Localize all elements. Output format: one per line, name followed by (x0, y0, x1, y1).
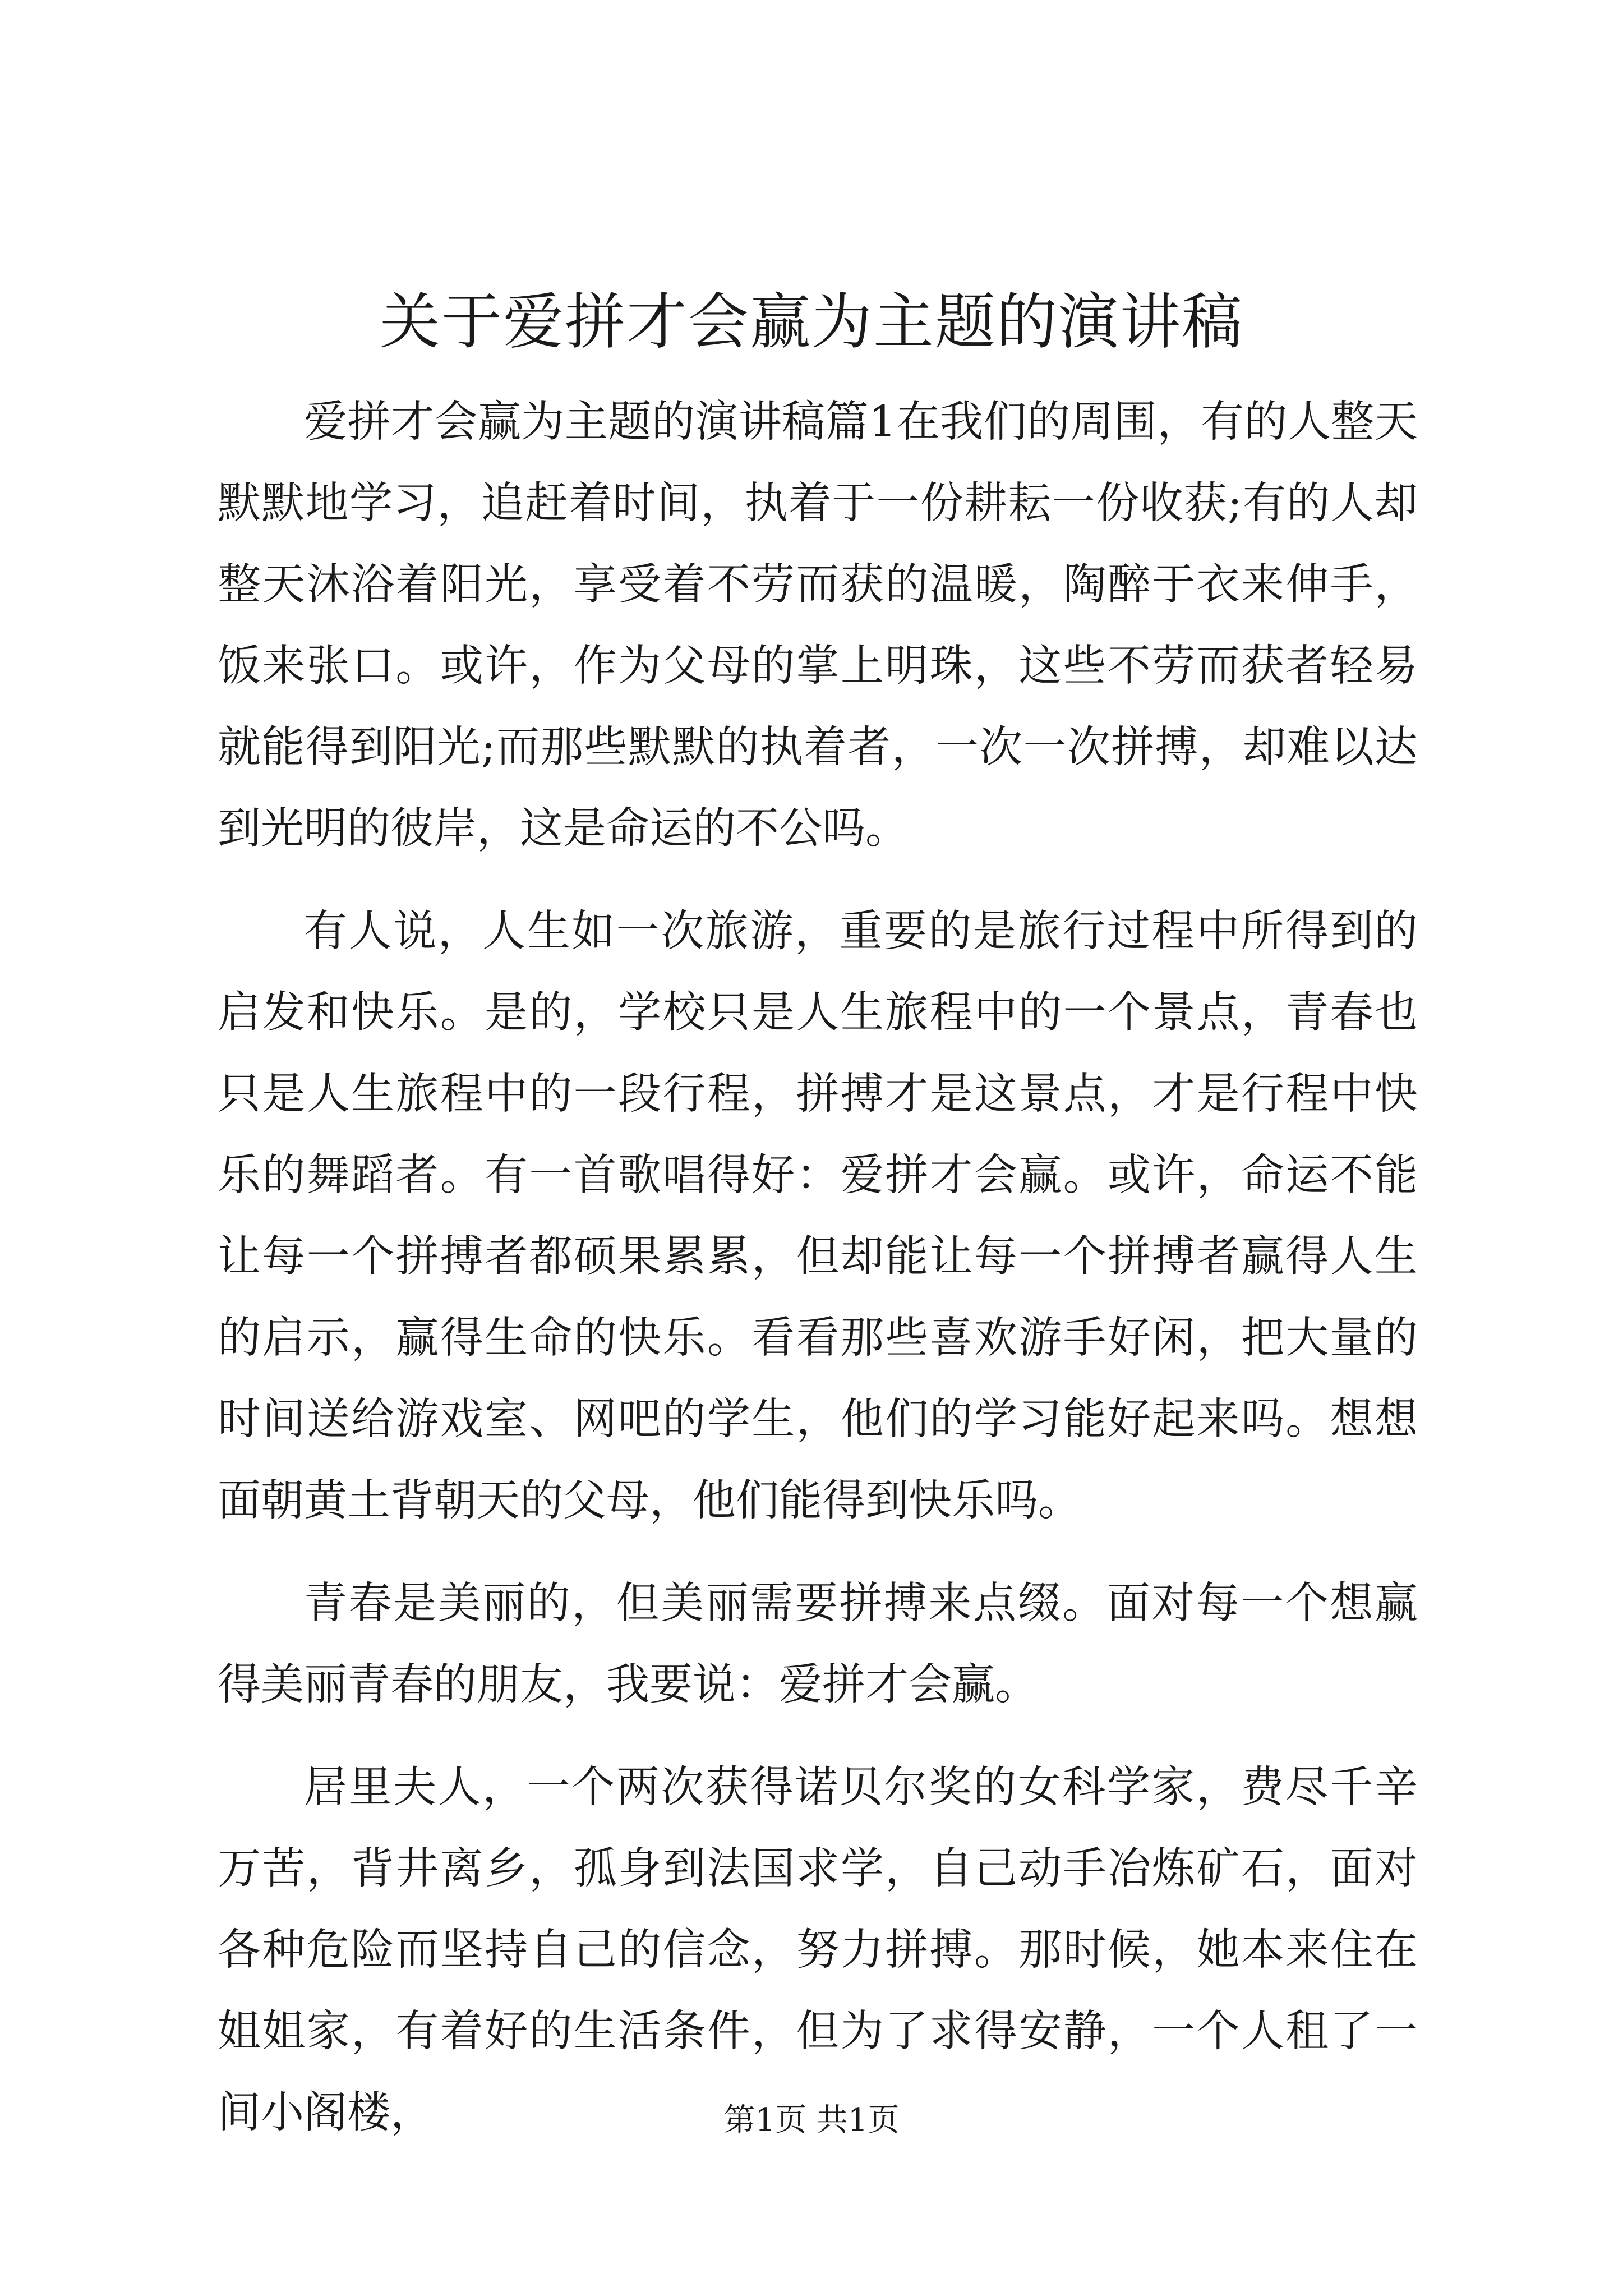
document-title: 关于爱拼才会赢为主题的演讲稿 (379, 287, 1243, 357)
paragraph-3: 青春是美丽的，但美丽需要拼搏来点缀。面对每一个想赢得美丽青春的朋友，我要说：爱拼才会赢。 (218, 1579, 1418, 1710)
paragraph-1: 爱拼才会赢为主题的演讲稿篇1在我们的周围，有的人整天默默地学习，追赶着时间，执着于一份耕耘一份收获;有的人却整天沐浴着阳光，享受着不劳而获的温暖，陶醉于衣来伸手，饭来张口。或许，作为父母的掌上明珠，这些不劳而获者轻易就能得到阳光;而那些默默的执着者，一次一次拼搏，却难以达到光明的彼岸，这是命运的不公吗。 (218, 397, 1418, 854)
paragraph-4: 居里夫人，一个两次获得诺贝尔奖的女科学家，费尽千辛万苦，背井离乡，孤身到法国求学，自己动手冶炼矿石，面对各种危险而坚持自己的信念，努力拼搏。那时候，她本来住在姐姐家，有着好的生活条件，但为了求得安静，一个人租了一间小阁楼， (218, 1763, 1418, 2138)
page-footer: 第1页 共1页 (723, 2102, 900, 2138)
paragraph-2: 有人说，人生如一次旅游，重要的是旅行过程中所得到的启发和快乐。是的，学校只是人生旅程中的一个景点，青春也只是人生旅程中的一段行程，拼搏才是这景点，才是行程中快乐的舞蹈者。有一首歌唱得好：爱拼才会赢。或许，命运不能让每一个拼搏者都硕果累累，但却能让每一个拼搏者赢得人生的启示，赢得生命的快乐。看看那些喜欢游手好闲，把大量的时间送给游戏室、网吧的学生，他们的学习能好起来吗。想想面朝黄土背朝天的父母，他们能得到快乐吗。 (218, 907, 1418, 1526)
document-body (218, 381, 1418, 2175)
